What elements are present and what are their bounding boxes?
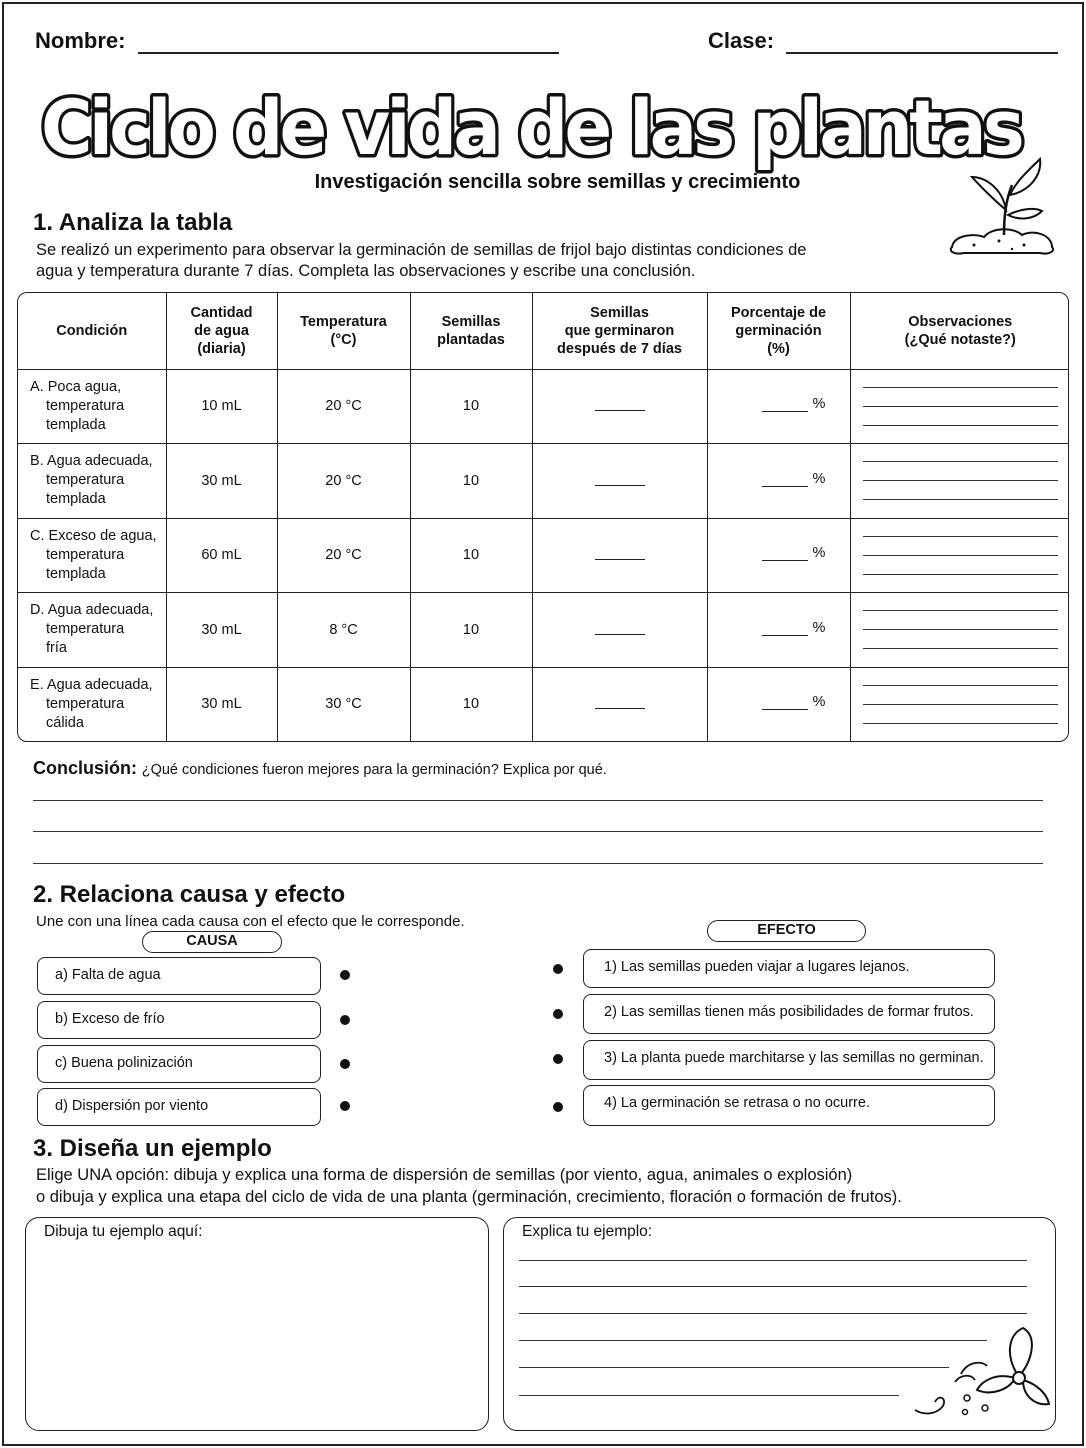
observation-line[interactable] (863, 555, 1059, 556)
percentage-blank[interactable] (762, 547, 808, 561)
percentage-cell[interactable] (707, 667, 850, 741)
column-header: Condición (18, 293, 166, 369)
planted-cell: 10 (410, 518, 532, 593)
explain-line[interactable] (519, 1313, 1027, 1314)
name-field: Nombre: (35, 28, 559, 54)
percentage-blank[interactable] (762, 622, 808, 636)
observation-line[interactable] (863, 629, 1059, 630)
temperature-cell: 20 °C (277, 444, 410, 519)
water-cell: 30 mL (166, 444, 277, 519)
section1-intro-2: agua y temperatura durante 7 días. Completa las observaciones y escribe una conclusión. (36, 262, 696, 280)
planted-cell: 10 (410, 667, 532, 741)
planted-cell: 10 (410, 369, 532, 444)
section1-intro-1: Se realizó un experimento para observar la germinación de semillas de frijol bajo distintas condiciones de (36, 241, 807, 259)
table-header-row (18, 293, 1069, 369)
explain-label: Explica tu ejemplo: (522, 1223, 653, 1240)
effect-item: 4) La germinación se retrasa o no ocurre. (583, 1085, 995, 1126)
percent-symbol: % (812, 619, 826, 636)
section2-instruction: Une con una línea cada causa con el efecto que le corresponde. (36, 913, 465, 930)
explain-line[interactable] (519, 1260, 1027, 1261)
observation-line[interactable] (863, 723, 1059, 724)
observation-line[interactable] (863, 536, 1059, 537)
observations-cell[interactable] (850, 593, 1069, 668)
observation-line[interactable] (863, 406, 1059, 407)
conclusion (33, 758, 607, 779)
effect-item: 3) La planta puede marchitarse y las semillas no germinan. (583, 1040, 995, 1080)
table-row (18, 667, 1069, 741)
effect-dot[interactable] (553, 1102, 563, 1112)
observation-line[interactable] (863, 574, 1059, 575)
percent-symbol: % (812, 396, 826, 413)
conclusion-line[interactable] (33, 863, 1043, 864)
percent-symbol: % (812, 470, 826, 487)
percentage-cell[interactable] (707, 518, 850, 593)
water-cell: 10 mL (166, 369, 277, 444)
observation-line[interactable] (863, 704, 1059, 705)
observations-cell[interactable] (850, 518, 1069, 593)
section3-line-1: Elige UNA opción: dibuja y explica una forma de dispersión de semillas (por viento, agua, animales o explosión) (36, 1166, 853, 1184)
temperature-cell: 8 °C (277, 593, 410, 668)
condition-cell: E. Agua adecuada, temperatura cálida (18, 667, 166, 741)
table-row (18, 518, 1069, 593)
condition-cell: A. Poca agua, temperatura templada (18, 369, 166, 444)
germinated-cell[interactable] (532, 444, 707, 519)
table-row (18, 444, 1069, 519)
draw-label: Dibuja tu ejemplo aquí: (44, 1223, 203, 1240)
cause-item: b) Exceso de frío (37, 1001, 321, 1039)
column-header: Temperatura (°C) (277, 293, 410, 369)
svg-text:Ciclo de vida de las plantas: Ciclo de vida de las plantas (41, 83, 1022, 172)
observation-line[interactable] (863, 480, 1059, 481)
table-row (18, 593, 1069, 668)
germinated-blank[interactable] (595, 397, 645, 411)
percentage-cell[interactable] (707, 444, 850, 519)
observation-line[interactable] (863, 461, 1059, 462)
cause-dot[interactable] (340, 1101, 350, 1111)
percent-symbol: % (812, 545, 826, 562)
page-subtitle: Investigación sencilla sobre semillas y crecimiento (314, 171, 801, 193)
cause-dot[interactable] (340, 1015, 350, 1025)
cause-dot[interactable] (340, 970, 350, 980)
section1-heading: 1. Analiza la tabla (33, 209, 233, 236)
effect-dot[interactable] (553, 1009, 563, 1019)
condition-cell: D. Agua adecuada, temperatura fría (18, 593, 166, 668)
class-line[interactable] (786, 32, 1058, 54)
observations-cell[interactable] (850, 444, 1069, 519)
observation-line[interactable] (863, 425, 1059, 426)
condition-cell: B. Agua adecuada, temperatura templada (18, 444, 166, 519)
observation-line[interactable] (863, 685, 1059, 686)
observations-cell[interactable] (850, 369, 1069, 444)
condition-cell: C. Exceso de agua, temperatura templada (18, 518, 166, 593)
cause-item: d) Dispersión por viento (37, 1088, 321, 1126)
seedling-icon (944, 155, 1064, 267)
water-cell: 30 mL (166, 593, 277, 668)
column-header: Cantidad de agua (diaria) (166, 293, 277, 369)
section2-heading: 2. Relaciona causa y efecto (33, 881, 346, 908)
effect-dot[interactable] (553, 1054, 563, 1064)
germinated-blank[interactable] (595, 695, 645, 709)
cause-item: a) Falta de agua (37, 957, 321, 995)
maple-seed-icon (905, 1324, 1055, 1424)
percentage-blank[interactable] (762, 398, 808, 412)
effect-item: 2) Las semillas tienen más posibilidades de formar frutos. (583, 994, 995, 1034)
planted-cell: 10 (410, 444, 532, 519)
observation-line[interactable] (863, 648, 1059, 649)
percentage-cell[interactable] (707, 369, 850, 444)
observation-line[interactable] (863, 387, 1059, 388)
germinated-cell[interactable] (532, 593, 707, 668)
conclusion-line[interactable] (33, 831, 1043, 832)
draw-area[interactable] (25, 1217, 489, 1431)
observation-line[interactable] (863, 610, 1059, 611)
germination-table (17, 292, 1069, 742)
explain-line[interactable] (519, 1367, 949, 1368)
cause-label: CAUSA (142, 931, 282, 953)
temperature-cell: 20 °C (277, 369, 410, 444)
percentage-cell[interactable] (707, 593, 850, 668)
temperature-cell: 30 °C (277, 667, 410, 741)
column-header: Observaciones (¿Qué notaste?) (850, 293, 1069, 369)
column-header: Porcentaje de germinación (%) (707, 293, 850, 369)
explain-line[interactable] (519, 1395, 899, 1396)
germinated-cell[interactable] (532, 518, 707, 593)
water-cell: 30 mL (166, 667, 277, 741)
planted-cell: 10 (410, 593, 532, 668)
germinated-cell[interactable] (532, 369, 707, 444)
conclusion-line[interactable] (33, 800, 1043, 801)
conclusion-prompt: ¿Qué condiciones fueron mejores para la germinación? Explica por qué. (141, 762, 607, 778)
water-cell: 60 mL (166, 518, 277, 593)
percentage-blank[interactable] (762, 696, 808, 710)
germinated-cell[interactable] (532, 667, 707, 741)
temperature-cell: 20 °C (277, 518, 410, 593)
column-header: Semillas que germinaron después de 7 días (532, 293, 707, 369)
germinated-blank[interactable] (595, 472, 645, 486)
percentage-blank[interactable] (762, 473, 808, 487)
effect-dot[interactable] (553, 964, 563, 974)
observations-cell[interactable] (850, 667, 1069, 741)
table-row (18, 369, 1069, 444)
effect-item: 1) Las semillas pueden viajar a lugares lejanos. (583, 949, 995, 988)
page-title (36, 66, 1036, 176)
conclusion-label: Conclusión: (33, 758, 137, 778)
cause-item: c) Buena polinización (37, 1045, 321, 1083)
cause-dot[interactable] (340, 1059, 350, 1069)
germinated-blank[interactable] (595, 621, 645, 635)
name-line[interactable] (138, 32, 559, 54)
explain-line[interactable] (519, 1286, 1027, 1287)
class-field: Clase: (708, 28, 1058, 54)
section3-line-2: o dibuja y explica una etapa del ciclo de vida de una planta (germinación, crecimiento, floración o formación de frutos). (36, 1188, 902, 1206)
germinated-blank[interactable] (595, 546, 645, 560)
effect-label: EFECTO (707, 920, 866, 942)
column-header: Semillas plantadas (410, 293, 532, 369)
percent-symbol: % (812, 694, 826, 711)
section3-heading: 3. Diseña un ejemplo (33, 1135, 272, 1162)
observation-line[interactable] (863, 499, 1059, 500)
